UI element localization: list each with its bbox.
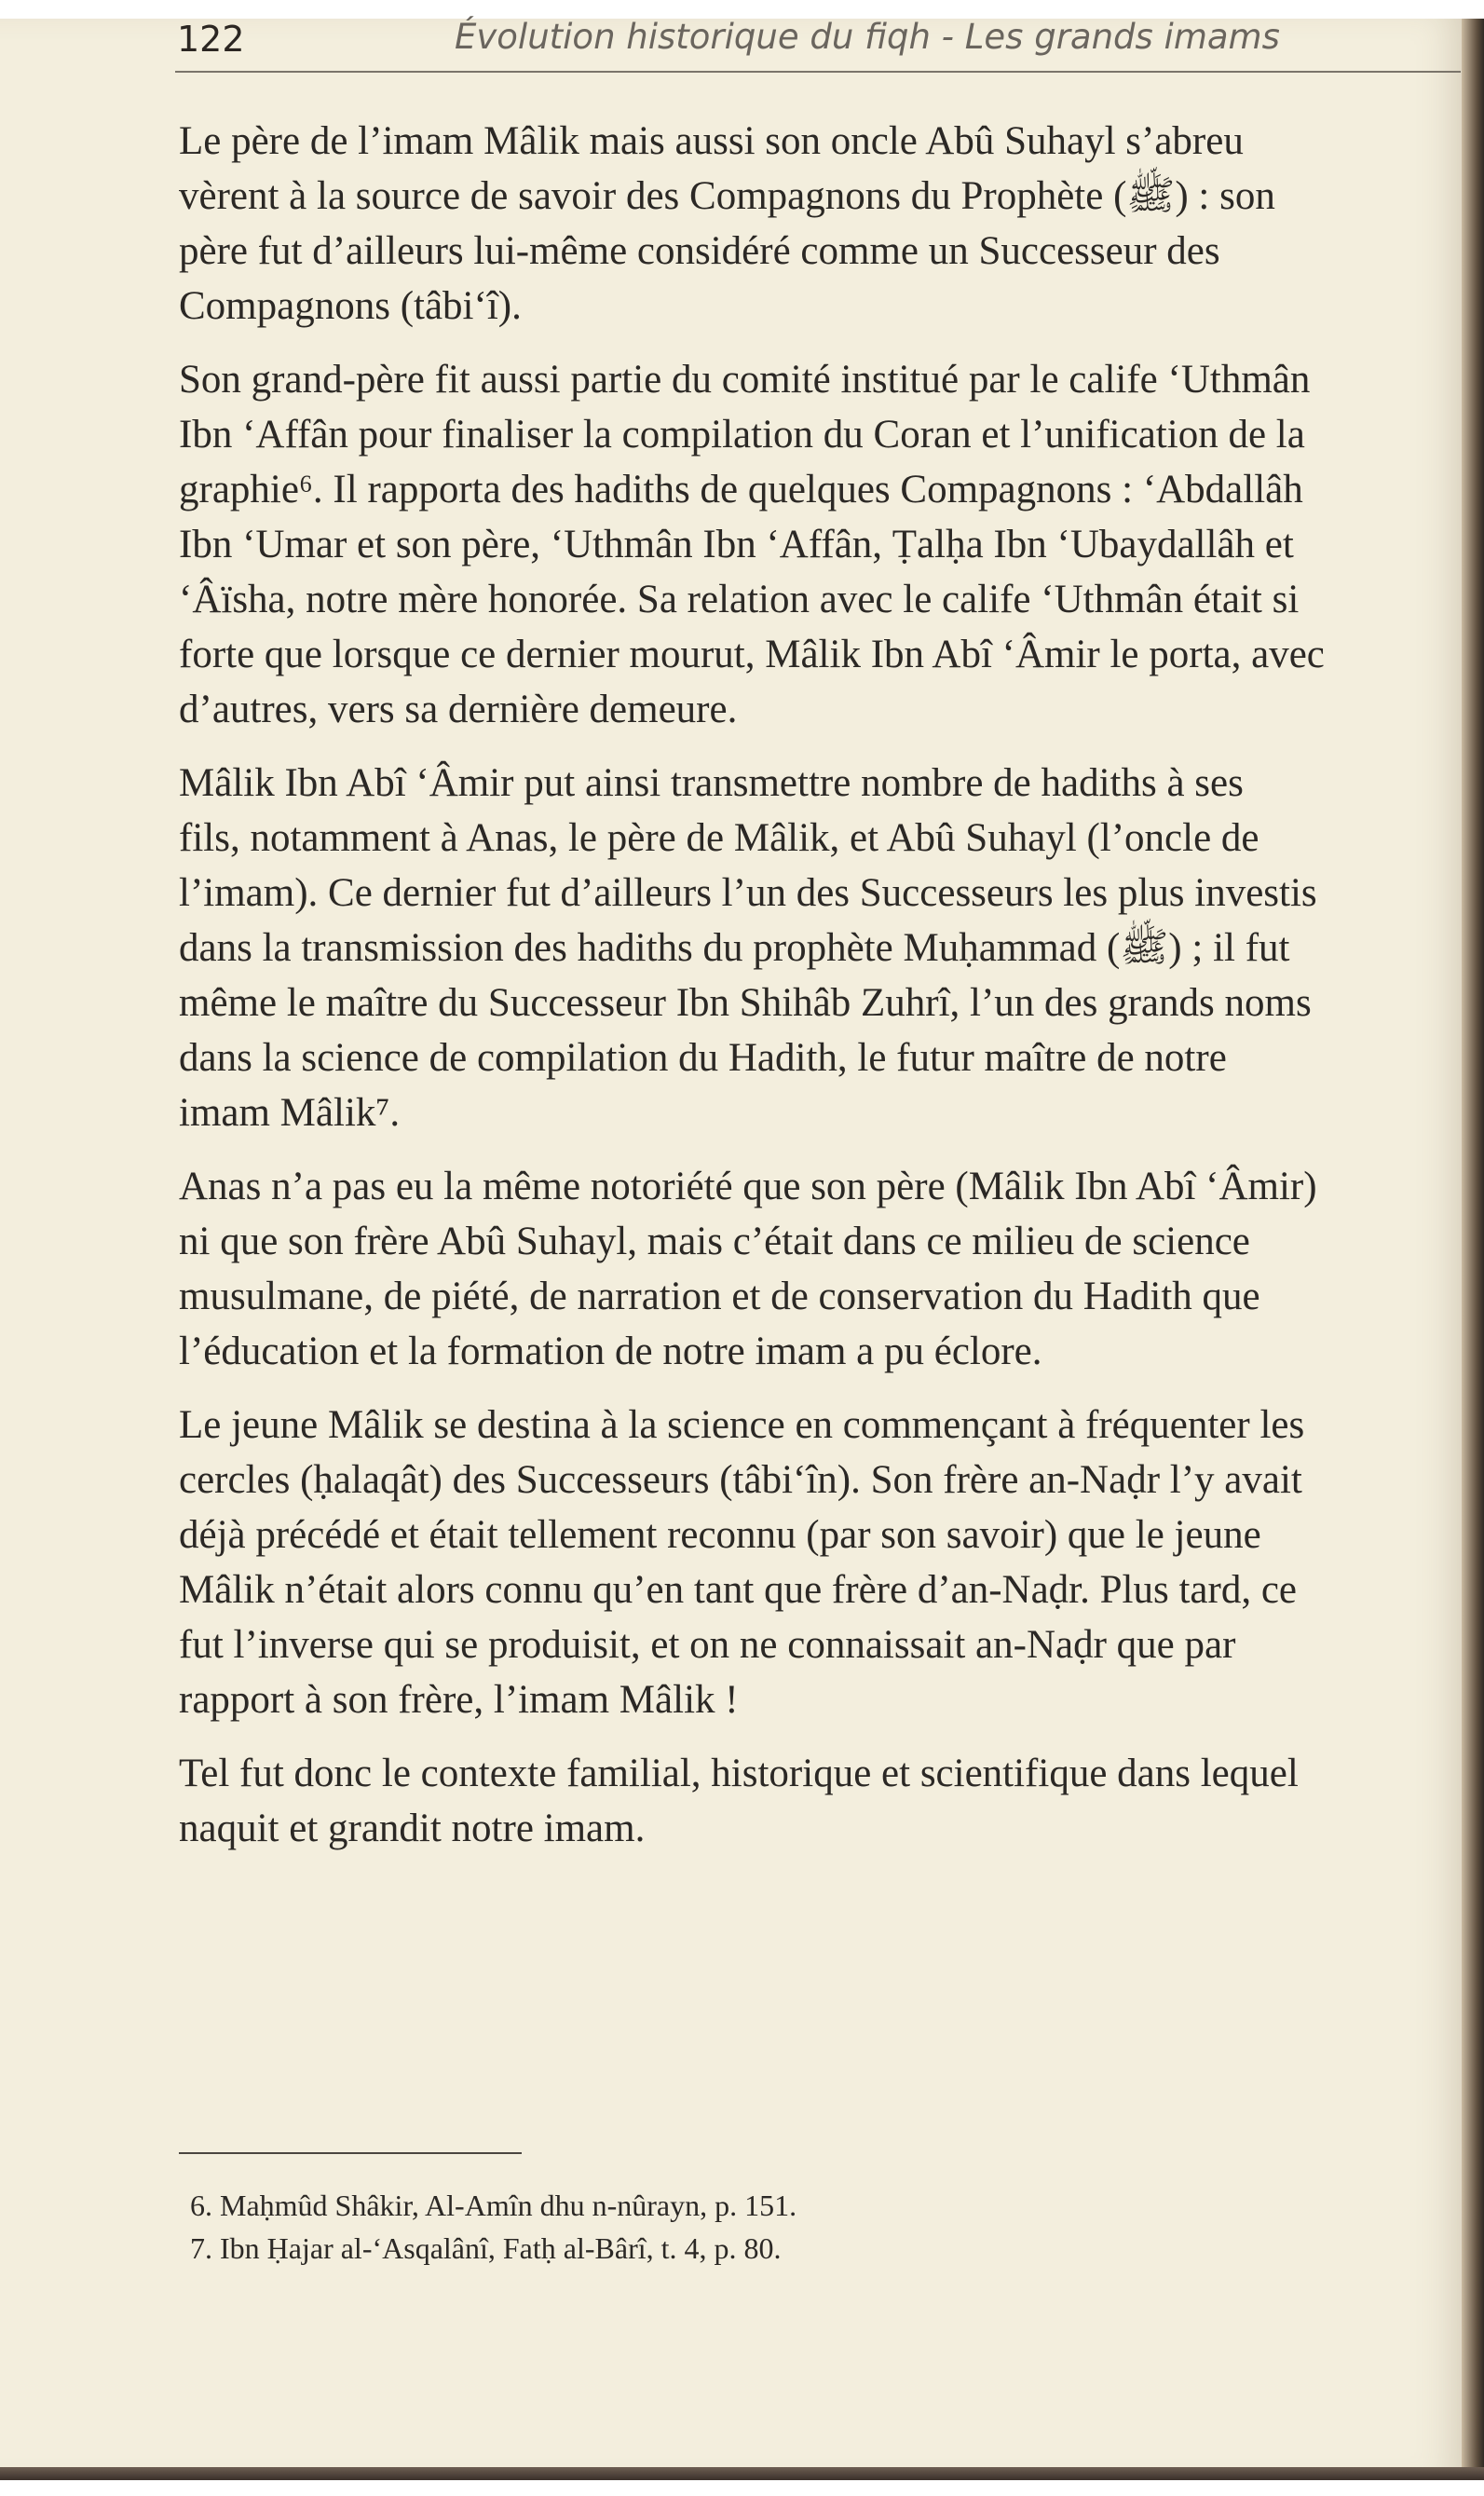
footnote-7: 7. Ibn Ḥajar al-‘Asqalânî, Fatḥ al-Bârî, t. 4, p. 80.: [190, 2231, 782, 2265]
running-header: [175, 17, 1461, 73]
footnotes: [190, 2184, 796, 2270]
paragraph-4: Anas n’a pas eu la même notoriété que son père (Mâlik Ibn Abî ‘Âmir) ni que son frère Abû Suhayl, mais c’était dans ce milieu de science musulmane, de piété, de narration et de conservation du Hadith que l’éducation et la formation de notre imam a pu éclore.: [179, 1165, 1317, 1373]
footnote-divider: [179, 2152, 522, 2154]
running-title: Évolution historique du fiqh - Les grands imams: [455, 17, 1280, 57]
paragraph-2: Son grand-père fit aussi partie du comité institué par le calife ‘Uthmân Ibn ‘Affân pour finaliser la compilation du Coran et l’unification de la graphie⁶. Il rapporta des hadiths de quelques Compagnons : ‘Abdallâh Ibn ‘Umar et son père, ‘Uthmân Ibn ‘Affân, Ṭalḥa Ibn ‘Ubaydallâh et ‘Âïsha, notre mère honorée. Sa relation avec le calife ‘Uthmân était si forte que lorsque ce dernier mourut, Mâlik Ibn Abî ‘Âmir le porta, avec d’autres, vers sa dernière demeure.: [179, 358, 1325, 731]
paragraph-3: Mâlik Ibn Abî ‘Âmir put ainsi transmettre nombre de hadiths à ses fils, notamment à Anas, le père de Mâlik, et Abû Suhayl (l’oncle de l’imam). Ce dernier fut d’ailleurs l’un des Successeurs les plus investis dans la transmission des hadiths du prophète Muḥammad (ﷺ) ; il fut même le maître du Successeur Ibn Shihâb Zuhrî, l’un des grands noms dans la science de compilation du Hadith, le futur maître de notre imam Mâlik⁷.: [179, 761, 1317, 1135]
paragraph-6: Tel fut donc le contexte familial, historique et scientifique dans lequel naquit et grandit notre imam.: [179, 1752, 1299, 1850]
footnote-6: 6. Maḥmûd Shâkir, Al-Amîn dhu n-nûrayn, p. 151.: [190, 2189, 797, 2222]
book-bottom-edge: [0, 2467, 1484, 2480]
paragraph-5: Le jeune Mâlik se destina à la science en commençant à fréquenter les cercles (ḥalaqât) des Successeurs (tâbi‘în). Son frère an-Naḍr l’y avait déjà précédé et était tellement reconnu (par son savoir) que le jeune Mâlik n’était alors connu qu’en tant que frère d’an-Naḍr. Plus tard, ce fut l’inverse qui se produisit, et on ne connaissait an-Naḍr que par rapport à son frère, l’imam Mâlik !: [179, 1403, 1305, 1722]
body-text: [179, 114, 1474, 1875]
page-number: 122: [177, 19, 245, 60]
paragraph-1: Le père de l’imam Mâlik mais aussi son oncle Abû Suhayl s’abreu vèrent à la source de savoir des Compagnons du Prophète (ﷺ) : son père fut d’ailleurs lui-même considéré comme un Successeur des Compagnons (tâbi‘î).: [179, 119, 1275, 328]
